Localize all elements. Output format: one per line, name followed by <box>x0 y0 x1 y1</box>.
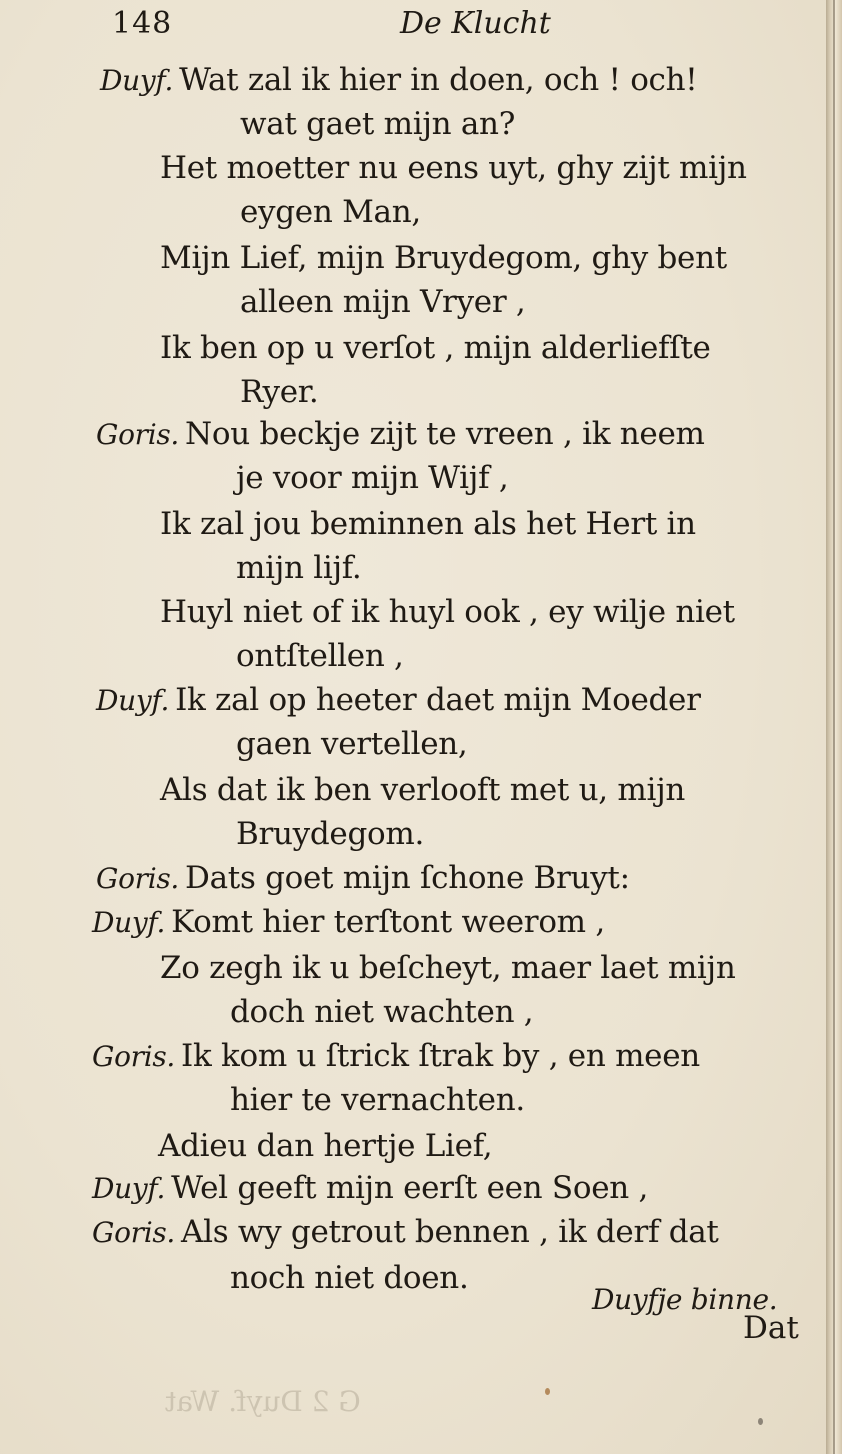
text-line <box>160 326 711 370</box>
speaker-name: Duyf. <box>92 906 166 939</box>
text-line <box>240 190 421 234</box>
text-line <box>160 146 747 190</box>
stage-direction: Duyfje binne. <box>592 1283 778 1316</box>
text-line <box>230 1256 469 1300</box>
verse-text: eygen Man, <box>240 194 421 230</box>
speaker-name: Duyf. <box>92 1172 166 1205</box>
verse-text: Het moetter nu eens uyt, ghy zijt mijn <box>160 150 747 186</box>
text-line <box>240 370 318 414</box>
speaker-name: Goris. <box>92 1216 176 1249</box>
paper-speck <box>758 1418 763 1425</box>
verse-text: mijn lijf. <box>236 550 362 586</box>
verse-text: ontſtellen , <box>236 638 404 674</box>
verse-text: Wat zal ik hier in doen, och ! och! <box>179 62 698 98</box>
verse-text: Als dat ik ben verlooft met u, mijn <box>160 772 686 808</box>
verse-text: noch niet doen. <box>230 1260 469 1296</box>
text-line <box>236 634 404 678</box>
text-line <box>92 1210 719 1255</box>
text-line <box>236 456 508 500</box>
verse-text: Zo zegh ik u beſcheyt, maer laet mijn <box>160 950 736 986</box>
bleed-through-text: G 2 Duyf. Wat <box>165 1385 361 1418</box>
text-line <box>230 1078 525 1122</box>
page-header <box>100 6 820 46</box>
text-line <box>100 58 697 103</box>
verse-text: Huyl niet of ik huyl ook , ey wilje niet <box>160 594 735 630</box>
verse-text: Dats goet mijn ſchone Bruyt: <box>185 860 630 896</box>
verse-text: Bruydegom. <box>236 816 425 852</box>
text-line <box>158 1124 492 1168</box>
text-line <box>240 102 515 146</box>
speaker-name: Goris. <box>96 862 180 895</box>
verse-text: wat gaet mijn an? <box>240 106 516 142</box>
speaker-name: Goris. <box>96 418 180 451</box>
verse-text: Adieu dan hertje Lief, <box>158 1128 493 1164</box>
verse-text: gaen vertellen, <box>236 726 468 762</box>
text-line <box>96 678 701 723</box>
text-line <box>160 768 685 812</box>
verse-text: Nou beckje zijt te vreen , ik neem <box>185 416 705 452</box>
speaker-name: Duyf. <box>96 684 170 717</box>
text-line <box>236 812 424 856</box>
catchword: Dat <box>743 1310 799 1346</box>
text-line <box>96 856 630 901</box>
verse-text: hier te vernachten. <box>230 1082 525 1118</box>
verse-text: Mijn Lief, mijn Bruydegom, ghy bent <box>160 240 727 276</box>
text-line <box>160 502 696 546</box>
paper-speck <box>545 1388 550 1395</box>
text-line <box>240 280 525 324</box>
text-line <box>96 412 705 457</box>
verse-text: Wel geeft mijn eerſt een Soen , <box>171 1170 649 1206</box>
verse-text: Ik zal jou beminnen als het Hert in <box>160 506 696 542</box>
verse-text: Komt hier terſtont weerom , <box>171 904 605 940</box>
text-line <box>92 900 605 945</box>
speaker-name: Duyf. <box>100 64 174 97</box>
verse-text: alleen mijn Vryer , <box>240 284 526 320</box>
verse-text: Als wy getrout bennen , ik derf dat <box>181 1214 719 1250</box>
verse-text: Ik zal op heeter daet mijn Moeder <box>175 682 701 718</box>
speaker-name: Goris. <box>92 1040 176 1073</box>
page-gutter-line <box>833 0 835 1454</box>
text-line <box>236 546 361 590</box>
verse-text: je voor mijn Wijf , <box>236 460 509 496</box>
text-line <box>230 990 533 1034</box>
text-line <box>160 236 727 280</box>
running-title: De Klucht <box>400 6 551 41</box>
text-line <box>92 1166 648 1211</box>
verse-text: Ryer. <box>240 374 319 410</box>
text-line <box>92 1034 700 1079</box>
verse-text: doch niet wachten , <box>230 994 534 1030</box>
text-line <box>160 946 736 990</box>
text-line <box>236 722 467 766</box>
page-number: 148 <box>112 6 173 41</box>
text-line <box>160 590 735 634</box>
verse-text: Ik ben op u verſot , mijn alderliefſte <box>160 330 711 366</box>
verse-text: Ik kom u ſtrick ſtrak by , en meen <box>181 1038 700 1074</box>
